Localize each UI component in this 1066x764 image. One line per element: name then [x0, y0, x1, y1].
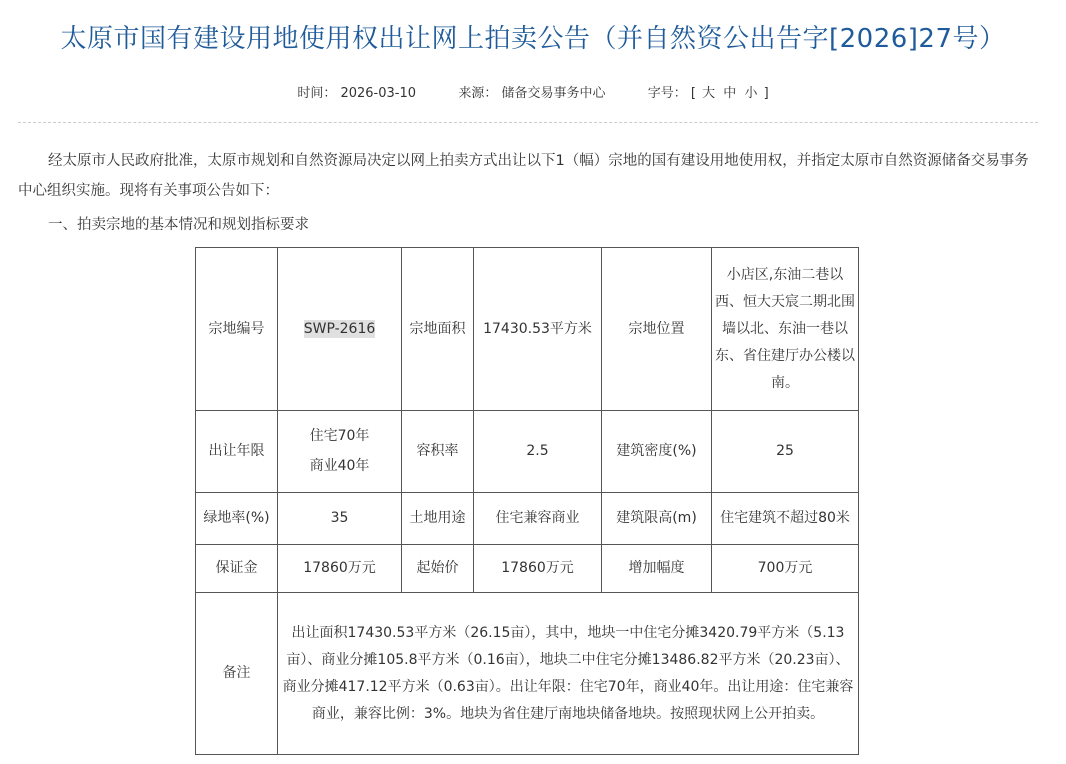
article-meta [0, 82, 1066, 101]
font-size-bracket-open: [ [690, 86, 696, 101]
increment-value: 700万元 [712, 545, 859, 593]
font-size-medium-link[interactable]: 中 [723, 86, 737, 101]
note-label: 备注 [196, 593, 278, 755]
table-row [196, 493, 859, 545]
section-heading: 一、拍卖宗地的基本情况和规划指标要求 [48, 217, 309, 233]
parcel-no-label: 宗地编号 [196, 248, 278, 411]
start-price-label: 起始价 [402, 545, 474, 593]
page-title: 太原市国有建设用地使用权出让网上拍卖公告（并自然资公出告字[2026]27号） [60, 24, 1006, 54]
green-value: 35 [278, 493, 402, 545]
term-label: 出让年限 [196, 411, 278, 493]
deposit-label: 保证金 [196, 545, 278, 593]
far-label: 容积率 [402, 411, 474, 493]
source-value: 储备交易事务中心 [501, 86, 606, 101]
time-label: 时间： [297, 86, 337, 101]
publish-date: 2026-03-10 [340, 86, 417, 101]
meta-divider [18, 122, 1038, 123]
increment-label: 增加幅度 [602, 545, 712, 593]
source-label: 来源： [458, 86, 498, 101]
location-label: 宗地位置 [602, 248, 712, 411]
green-label: 绿地率(%) [196, 493, 278, 545]
area-value: 17430.53平方米 [474, 248, 602, 411]
parcel-no-value: SWP-2616 [303, 320, 376, 337]
font-size-bracket-close: ] [763, 86, 769, 101]
area-label: 宗地面积 [402, 248, 474, 411]
parcel-info-table [195, 247, 859, 755]
term-residential: 住宅70年 [309, 428, 370, 444]
density-label: 建筑密度(%) [602, 411, 712, 493]
font-size-small-link[interactable]: 小 [744, 86, 758, 101]
far-value: 2.5 [474, 411, 602, 493]
height-value: 住宅建筑不超过80米 [712, 493, 859, 545]
font-size-label: 字号： [647, 86, 687, 101]
start-price-value: 17860万元 [474, 545, 602, 593]
table-row [196, 248, 859, 411]
parcel-no-cell [278, 248, 402, 411]
deposit-value: 17860万元 [278, 545, 402, 593]
term-value [278, 411, 402, 493]
use-value: 住宅兼容商业 [474, 493, 602, 545]
table-row [196, 411, 859, 493]
intro-paragraph: 经太原市人民政府批准，太原市规划和自然资源局决定以网上拍卖方式出让以下1（幅）宗地的国有建设用地使用权，并指定太原市自然资源储备交易事务中心组织实施。现将有关事项公告如下： [18, 153, 1029, 199]
location-value: 小店区,东油二巷以西、恒大天宸二期北围墙以北、东油一巷以东、省住建厅办公楼以南。 [712, 248, 859, 411]
term-commercial: 商业40年 [309, 458, 370, 474]
use-label: 土地用途 [402, 493, 474, 545]
table-row [196, 593, 859, 755]
height-label: 建筑限高(m) [602, 493, 712, 545]
font-size-large-link[interactable]: 大 [702, 86, 716, 101]
note-value: 出让面积17430.53平方米（26.15亩），其中，地块一中住宅分摊3420.79平方米（5.13亩）、商业分摊105.8平方米（0.16亩），地块二中住宅分摊13486.82平方米（20.23亩）、商业分摊417.12平方米（0.63亩）。出让年限：住宅70年，商业40年。出让用途：住宅兼容商业，兼容比例：3%。地块为省住建厅南地块储备地块。按照现状网上公开拍卖。 [278, 593, 859, 755]
density-value: 25 [712, 411, 859, 493]
table-row [196, 545, 859, 593]
